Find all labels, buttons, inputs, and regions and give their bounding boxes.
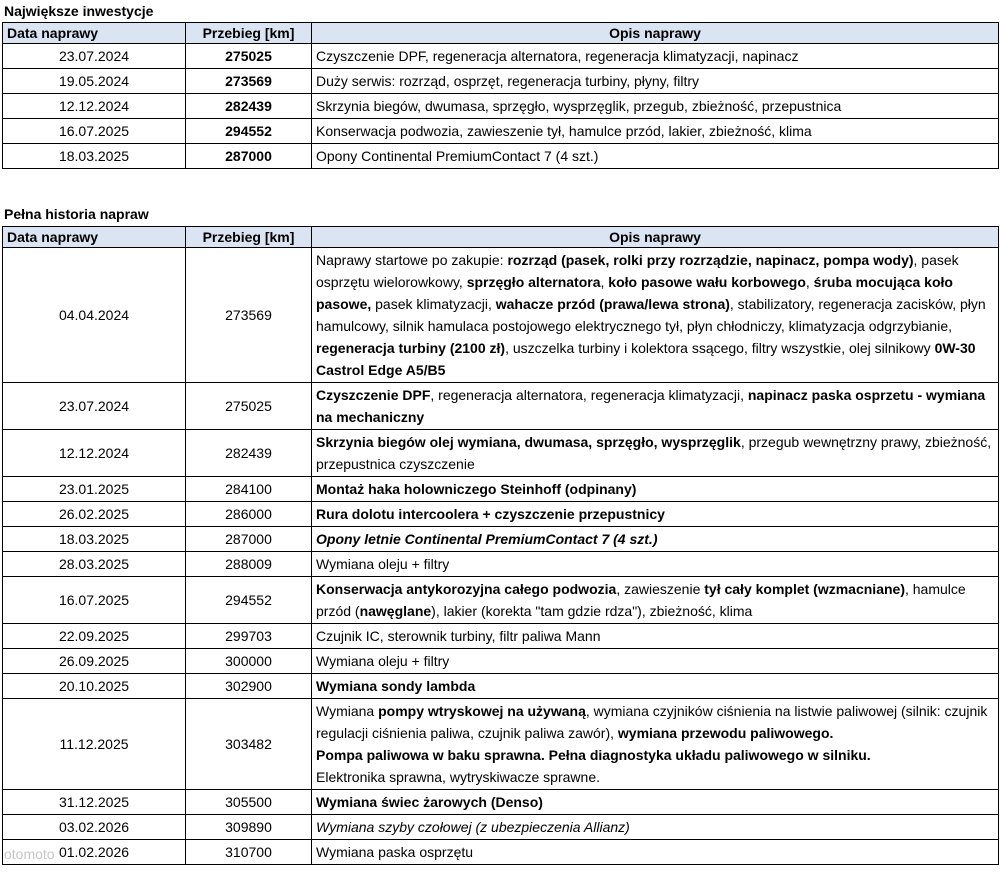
repair-date-cell: 26.09.2025 [3, 649, 186, 674]
description-cell: Konserwacja podwozia, zawieszenie tył, hamulce przód, lakier, zbieżność, klima [312, 119, 999, 144]
description-text: , regeneracja alternatora, regeneracja klimatyzacji, [430, 387, 748, 403]
repair-date-cell: 01.02.2026 [3, 840, 186, 865]
table-row [3, 502, 999, 527]
table-row [3, 577, 999, 624]
description-text: pompy wtryskowej na używaną [378, 703, 586, 719]
description-cell: Duży serwis: rozrząd, osprzęt, regeneracja turbiny, płyny, filtry [312, 69, 999, 94]
description-text: , stabilizatory, regeneracja zacisków, płyn hamulcowy, silnik hamulaca postojowego elektrycznego tył, płyn chłodniczy, klimatyzacja odgrzybianie, [316, 296, 986, 334]
repair-date-cell: 31.12.2025 [3, 790, 186, 815]
mileage-cell: 275025 [186, 383, 312, 430]
description-text: sprzęgło alternatora [466, 274, 601, 290]
mileage-cell: 273569 [186, 248, 312, 383]
header-desc: Opis naprawy [312, 23, 999, 44]
mileage-cell: 303482 [186, 699, 312, 790]
repair-date-cell: 20.10.2025 [3, 674, 186, 699]
description-text: , [600, 274, 609, 290]
description-text: koło pasowe wału korbowego [608, 274, 806, 290]
description-text: Wymiana szyby czołowej (z ubezpieczenia Allianz) [316, 819, 630, 835]
table-row [3, 144, 999, 169]
description-text: Naprawy startowe po zakupie: [316, 252, 508, 268]
mileage-cell: 284100 [186, 477, 312, 502]
description-text: Konserwacja antykorozyjna całego podwozia [316, 581, 617, 597]
table-row [3, 119, 999, 144]
history-title: Pełna historia napraw [4, 206, 149, 222]
mileage-cell: 294552 [186, 119, 312, 144]
table-row [3, 790, 999, 815]
description-text: , uszczelka turbiny i kolektora ssącego, filtry wszystkie, olej silnikowy [505, 340, 935, 356]
repair-date-cell: 18.03.2025 [3, 527, 186, 552]
repair-date-cell: 04.04.2024 [3, 248, 186, 383]
mileage-cell: 309890 [186, 815, 312, 840]
description-text: , hamulce przód ( [316, 581, 966, 619]
description-text: napinacz paska osprzetu - wymiana na mechaniczny [316, 387, 986, 425]
description-text: Wymiana oleju + filtry [316, 653, 450, 669]
description-text: Rura dolotu intercoolera + czyszczenie przepustnicy [316, 506, 665, 522]
mileage-cell: 310700 [186, 840, 312, 865]
description-text: , pasek osprzętu wielorowkowy, [316, 252, 959, 290]
description-cell [312, 649, 999, 674]
description-text: Pompa paliwowa w baku sprawna. Pełna diagnostyka układu paliwowego w silniku. [316, 747, 871, 763]
description-cell [312, 477, 999, 502]
table-row [3, 477, 999, 502]
table-row [3, 527, 999, 552]
repair-date-cell: 23.01.2025 [3, 477, 186, 502]
table-row [3, 699, 999, 790]
description-text: Wymiana oleju + filtry [316, 556, 450, 572]
description-text: Montaż haka holowniczego Steinhoff (odpinany) [316, 481, 637, 497]
table-row [3, 94, 999, 119]
repair-date-cell: 18.03.2025 [3, 144, 186, 169]
table-row [3, 44, 999, 69]
table-row [3, 552, 999, 577]
description-text: Wymiana [316, 703, 379, 719]
description-text: , [805, 274, 814, 290]
mileage-cell: 282439 [186, 94, 312, 119]
description-text: , wymiana czyjników ciśnienia na listwie paliwowej (silnik: czujnik regulacji ciśnienia paliwa, czujnik paliwa zawór), [316, 703, 988, 741]
description-cell: Czyszczenie DPF, regeneracja alternatora, regeneracja klimatyzacji, napinacz [312, 44, 999, 69]
mileage-cell: 282439 [186, 430, 312, 477]
description-cell [312, 430, 999, 477]
mileage-cell: 287000 [186, 527, 312, 552]
mileage-cell: 294552 [186, 577, 312, 624]
table-row [3, 248, 999, 383]
description-text: Wymiana paska osprzętu [316, 844, 474, 860]
description-text: regeneracja turbiny (2100 zł) [316, 340, 506, 356]
mileage-cell: 302900 [186, 674, 312, 699]
description-text: Czujnik IC, sterownik turbiny, filtr paliwa Mann [316, 628, 601, 644]
repair-date-cell: 12.12.2024 [3, 430, 186, 477]
description-cell [312, 815, 999, 840]
investments-table [2, 22, 999, 169]
description-text: Opony letnie Continental PremiumContact 7 (4 szt.) [316, 531, 658, 547]
description-text: Czyszczenie DPF [316, 387, 431, 403]
repair-date-cell: 11.12.2025 [3, 699, 186, 790]
description-cell [312, 840, 999, 865]
header-km: Przebieg [km] [186, 23, 312, 44]
repair-date-cell: 03.02.2026 [3, 815, 186, 840]
table-row [3, 69, 999, 94]
investments-title: Największe inwestycje [4, 3, 154, 19]
description-text: nawęglane [359, 603, 432, 619]
repair-date-cell: 23.07.2024 [3, 44, 186, 69]
header-desc: Opis naprawy [312, 227, 999, 248]
description-cell [312, 624, 999, 649]
repair-date-cell: 16.07.2025 [3, 119, 186, 144]
investments-header-row [3, 23, 999, 44]
description-cell [312, 383, 999, 430]
mileage-cell: 300000 [186, 649, 312, 674]
header-km: Przebieg [km] [186, 227, 312, 248]
description-cell [312, 577, 999, 624]
table-row [3, 815, 999, 840]
mileage-cell: 305500 [186, 790, 312, 815]
description-text: 0W-30 Castrol Edge A5/B5 [316, 340, 976, 378]
description-cell [312, 527, 999, 552]
repair-date-cell: 12.12.2024 [3, 94, 186, 119]
description-text: Elektronika sprawna, wytryskiwacze sprawne. [316, 769, 600, 785]
mileage-cell: 273569 [186, 69, 312, 94]
description-text: ), lakier (korekta "tam gdzie rdza"), zbieżność, klima [431, 603, 753, 619]
description-text: tył cały komplet (wzmacniane) [704, 581, 905, 597]
table-row [3, 840, 999, 865]
description-text: Skrzynia biegów olej wymiana, dwumasa, sprzęgło, wysprzęglik [316, 434, 741, 450]
repair-date-cell: 19.05.2024 [3, 69, 186, 94]
description-text: , zawieszenie [616, 581, 705, 597]
header-date: Data naprawy [3, 23, 186, 44]
repair-date-cell: 23.07.2024 [3, 383, 186, 430]
description-cell [312, 674, 999, 699]
table-row [3, 674, 999, 699]
description-text: pasek klimatyzacji, [371, 296, 496, 312]
history-header-row [3, 227, 999, 248]
mileage-cell: 286000 [186, 502, 312, 527]
description-text: Wymiana sondy lambda [316, 678, 476, 694]
description-cell: Skrzynia biegów, dwumasa, sprzęgło, wysprzęglik, przegub, zbieżność, przepustnica [312, 94, 999, 119]
mileage-cell: 275025 [186, 44, 312, 69]
watermark: otomoto [4, 846, 55, 862]
mileage-cell: 288009 [186, 552, 312, 577]
description-cell [312, 502, 999, 527]
mileage-cell: 299703 [186, 624, 312, 649]
description-cell [312, 790, 999, 815]
table-row [3, 649, 999, 674]
description-text: śruba mocująca koło pasowe, [316, 274, 953, 312]
description-text: wahacze przód (prawa/lewa strona) [495, 296, 730, 312]
table-row [3, 383, 999, 430]
repair-date-cell: 28.03.2025 [3, 552, 186, 577]
mileage-cell: 287000 [186, 144, 312, 169]
header-date: Data naprawy [3, 227, 186, 248]
history-table [2, 226, 999, 865]
description-cell: Opony Continental PremiumContact 7 (4 szt.) [312, 144, 999, 169]
description-cell [312, 699, 999, 790]
description-cell [312, 552, 999, 577]
repair-date-cell: 22.09.2025 [3, 624, 186, 649]
description-cell [312, 248, 999, 383]
description-text: rozrząd (pasek, rolki przy rozrządzie, napinacz, pompa wody) [507, 252, 914, 268]
description-text: , przegub wewnętrzny prawy, zbieżność, przepustnica czyszczenie [316, 434, 992, 472]
description-text: Wymiana świec żarowych (Denso) [316, 794, 543, 810]
repair-date-cell: 26.02.2025 [3, 502, 186, 527]
repair-date-cell: 16.07.2025 [3, 577, 186, 624]
table-row [3, 430, 999, 477]
table-row [3, 624, 999, 649]
description-text: wymiana przewodu paliwowego. [617, 725, 834, 741]
